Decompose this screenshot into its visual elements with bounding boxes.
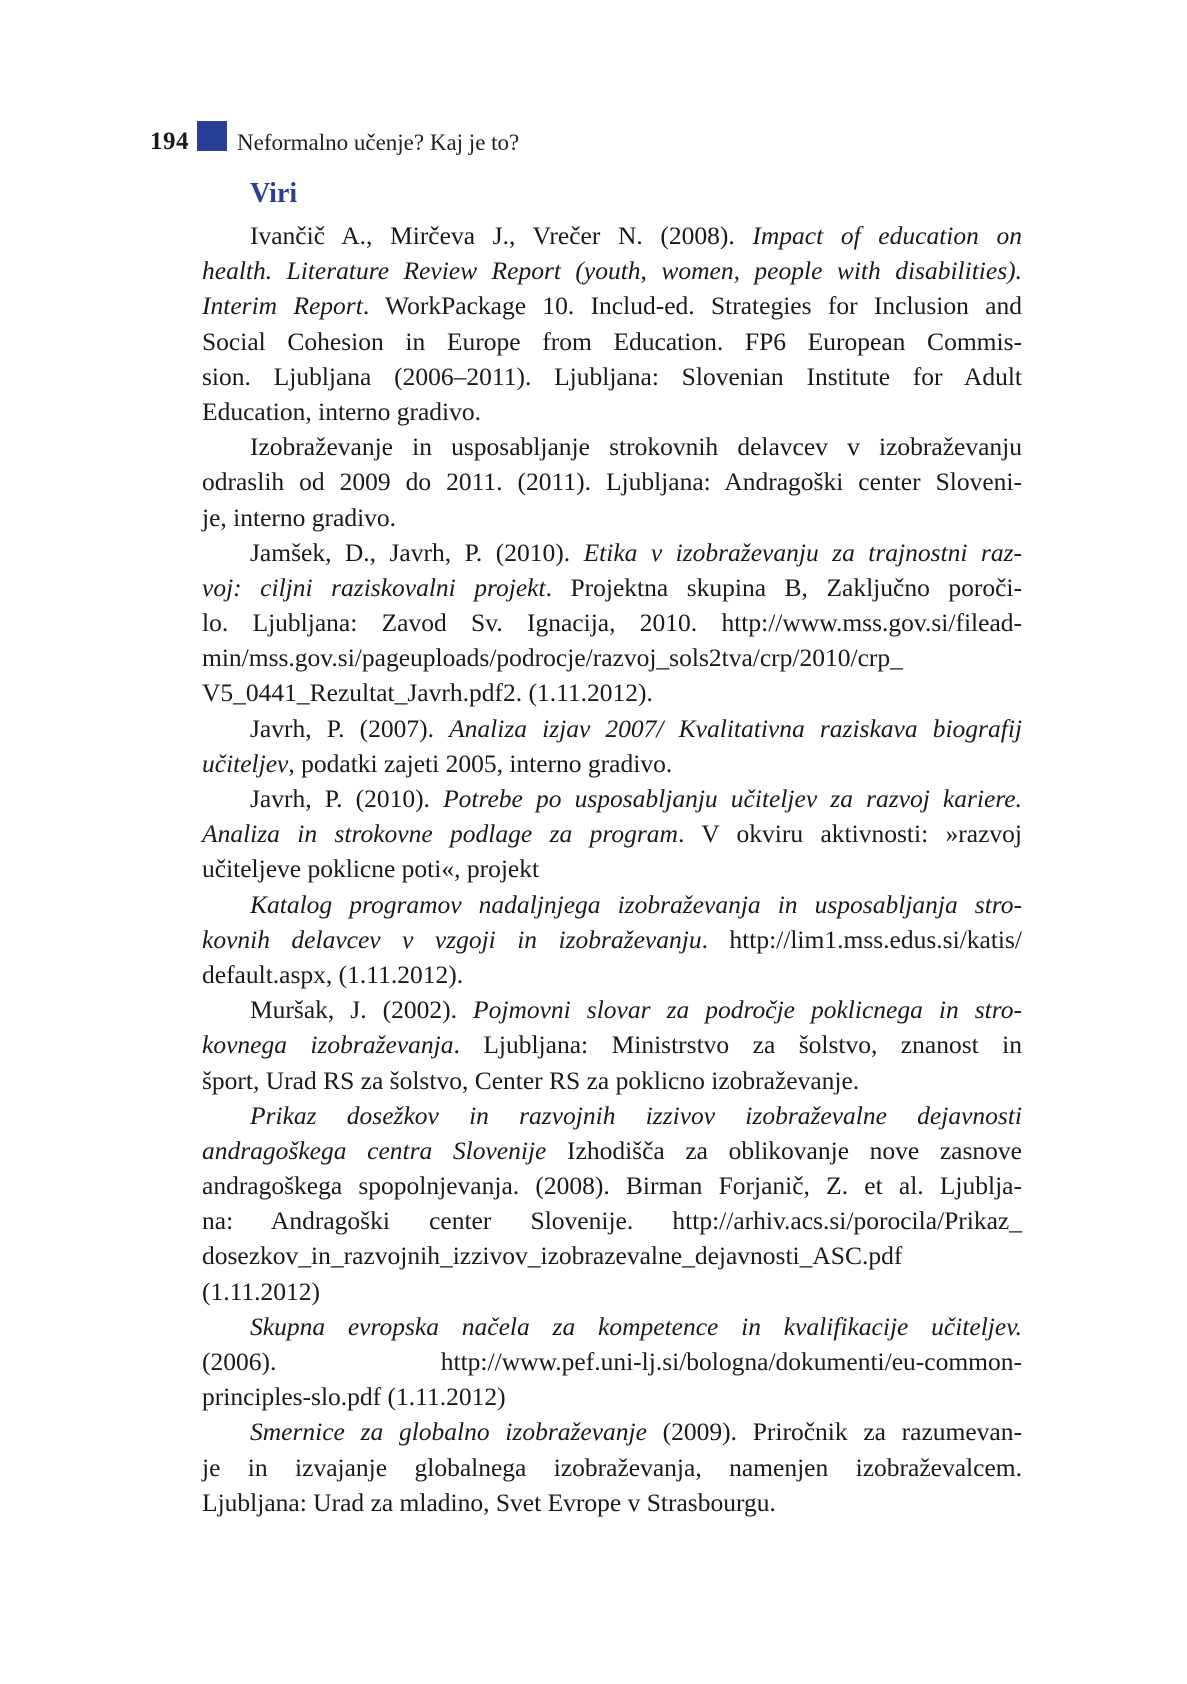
reference-text: min/mss.gov.si/pageuploads/podrocje/razvoj_sols2tva/crp/2010/crp_	[202, 643, 903, 673]
reference-text: (1.11.2012)	[202, 1276, 321, 1306]
reference-title: Etika v izobraževanju za trajnostni raz-	[583, 537, 1022, 567]
reference-text: Ljubljana: Urad za mladino, Svet Evrope v Strasbourgu.	[202, 1487, 776, 1517]
reference-line	[202, 605, 1022, 640]
reference-text: andragoškega spopolnjevanja. (2008). Birman Forjanič, Z. et al. Ljublja-	[202, 1171, 1022, 1201]
reference-text: Izobraževanje in usposabljanje strokovnih delavcev v izobraževanju	[250, 432, 1022, 462]
reference-text: Social Cohesion in Europe from Education. FP6 European Commis-	[202, 326, 1022, 356]
reference-text: V5_0441_Rezultat_Javrh.pdf2. (1.11.2012).	[202, 678, 653, 708]
reference-line	[202, 1133, 1022, 1168]
reference-text: je in izvajanje globalnega izobraževanja, namenjen izobraževalcem.	[202, 1452, 1022, 1482]
reference-text: (2006). http://www.pef.uni-lj.si/bologna/dokumenti/eu-common-	[202, 1347, 1022, 1376]
reference-text: odraslih od 2009 do 2011. (2011). Ljubljana: Andragoški center Sloveni-	[202, 467, 1022, 497]
section-heading: Viri	[250, 178, 298, 209]
reference-title: Interim Report	[202, 291, 363, 321]
reference-entry	[202, 781, 1022, 887]
reference-line	[202, 1168, 1022, 1203]
reference-entry	[202, 992, 1022, 1098]
reference-line	[202, 1098, 1022, 1133]
reference-text: dosezkov_in_razvojnih_izzivov_izobrazevalne_dejavnosti_ASC.pdf	[202, 1241, 903, 1271]
reference-text: lo. Ljubljana: Zavod Sv. Ignacija, 2010. http://www.mss.gov.si/filead-	[202, 608, 1022, 638]
reference-line	[202, 1027, 1022, 1062]
reference-text: . V okviru aktivnosti: »razvoj	[677, 819, 1022, 849]
reference-line	[202, 1238, 1022, 1273]
page-number: 194	[150, 128, 189, 155]
running-title: Neformalno učenje? Kaj je to?	[237, 130, 520, 155]
reference-title: Prikaz dosežkov in razvojnih izzivov izobraževalne dejavnosti	[250, 1100, 1022, 1130]
reference-line	[202, 640, 1022, 675]
reference-line	[202, 359, 1022, 394]
reference-title: andragoškega centra Slovenije	[202, 1135, 547, 1165]
reference-line	[202, 500, 1022, 535]
reference-title: Katalog programov nadaljnjega izobraževanja in usposabljanja stro-	[250, 889, 1022, 919]
reference-text: . WorkPackage 10. Includ-ed. Strategies for Inclusion and	[362, 291, 1022, 321]
reference-text: na: Andragoški center Slovenije. http://arhiv.acs.si/porocila/Prikaz_	[202, 1206, 1022, 1236]
page-header	[150, 120, 519, 154]
reference-line	[202, 887, 1022, 922]
reference-title: Analiza izjav 2007/ Kvalitativna raziskava biografij	[449, 713, 1022, 743]
reference-line	[202, 675, 1022, 710]
reference-line	[202, 1485, 1022, 1520]
reference-text: default.aspx, (1.11.2012).	[202, 959, 464, 989]
reference-list	[202, 218, 1022, 1520]
reference-text: . http://lim1.mss.edus.si/katis/	[701, 924, 1022, 954]
reference-line	[202, 816, 1022, 851]
reference-title: Potrebe po usposabljanju učiteljev za razvoj kariere.	[443, 784, 1022, 813]
reference-entry	[202, 1309, 1022, 1415]
reference-line	[202, 781, 1022, 816]
reference-text: Education, interno gradivo.	[202, 396, 482, 426]
reference-title: Smernice za globalno izobraževanje	[250, 1417, 647, 1447]
reference-line	[202, 851, 1022, 886]
reference-entry	[202, 218, 1022, 429]
reference-text: šport, Urad RS za šolstvo, Center RS za poklicno izobraževanje.	[202, 1065, 860, 1095]
reference-title: učiteljev	[202, 748, 289, 778]
reference-text: je, interno gradivo.	[202, 502, 397, 532]
reference-text: . Projektna skupina B, Zaključno poroči-	[545, 572, 1022, 602]
reference-line	[202, 1309, 1022, 1344]
reference-line	[202, 464, 1022, 499]
reference-title: Impact of education on	[752, 221, 1022, 250]
reference-line	[202, 1063, 1022, 1098]
reference-line	[202, 253, 1022, 288]
reference-line	[202, 1450, 1022, 1485]
reference-text: principles-slo.pdf (1.11.2012)	[202, 1382, 506, 1412]
reference-title: Skupna evropska načela za kompetence in kvalifikacije učiteljev.	[250, 1311, 1022, 1341]
reference-title: health. Literature Review Report (youth, women, people with disabilities).	[202, 256, 1022, 286]
reference-line	[202, 570, 1022, 605]
reference-line	[202, 711, 1022, 746]
reference-line	[202, 1414, 1022, 1449]
reference-entry	[202, 535, 1022, 711]
square-bullet-icon	[197, 121, 227, 151]
reference-title: kovnega izobraževanja	[202, 1030, 454, 1060]
reference-entry	[202, 711, 1022, 781]
reference-text: . Ljubljana: Ministrstvo za šolstvo, znanost in	[453, 1030, 1022, 1060]
reference-line	[202, 1379, 1022, 1414]
reference-text: Izhodišča za oblikovanje nove zasnove	[546, 1135, 1022, 1165]
reference-line	[202, 324, 1022, 359]
reference-text: (2009). Priročnik za razumevan-	[646, 1417, 1022, 1447]
reference-line	[202, 1344, 1022, 1379]
reference-text: sion. Ljubljana (2006–2011). Ljubljana: Slovenian Institute for Adult	[202, 361, 1022, 391]
reference-line	[202, 394, 1022, 429]
reference-line	[202, 1203, 1022, 1238]
reference-line	[202, 746, 1022, 781]
reference-text: Ivančič A., Mirčeva J., Vrečer N. (2008).	[250, 221, 753, 250]
reference-line	[202, 922, 1022, 957]
reference-title: kovnih delavcev v vzgoji in izobraževanju	[202, 924, 702, 954]
reference-entry	[202, 887, 1022, 993]
reference-text: učiteljeve poklicne poti«, projekt	[202, 854, 540, 884]
reference-entry	[202, 429, 1022, 535]
reference-entry	[202, 1414, 1022, 1520]
reference-text: Muršak, J. (2002).	[250, 995, 474, 1025]
reference-title: Pojmovni slovar za področje poklicnega in stro-	[473, 995, 1022, 1025]
reference-line	[202, 992, 1022, 1027]
reference-line	[202, 288, 1022, 323]
reference-text: , podatki zajeti 2005, interno gradivo.	[288, 748, 673, 778]
reference-title: voj: ciljni raziskovalni projekt	[202, 572, 546, 602]
reference-line	[202, 218, 1022, 253]
reference-title: Analiza in strokovne podlage za program	[202, 819, 678, 849]
reference-entry	[202, 1098, 1022, 1309]
reference-line	[202, 535, 1022, 570]
reference-text: Javrh, P. (2010).	[250, 784, 444, 813]
reference-line	[202, 429, 1022, 464]
reference-text: Jamšek, D., Javrh, P. (2010).	[250, 537, 584, 567]
reference-line	[202, 957, 1022, 992]
reference-line	[202, 1274, 1022, 1309]
reference-text: Javrh, P. (2007).	[250, 713, 450, 743]
